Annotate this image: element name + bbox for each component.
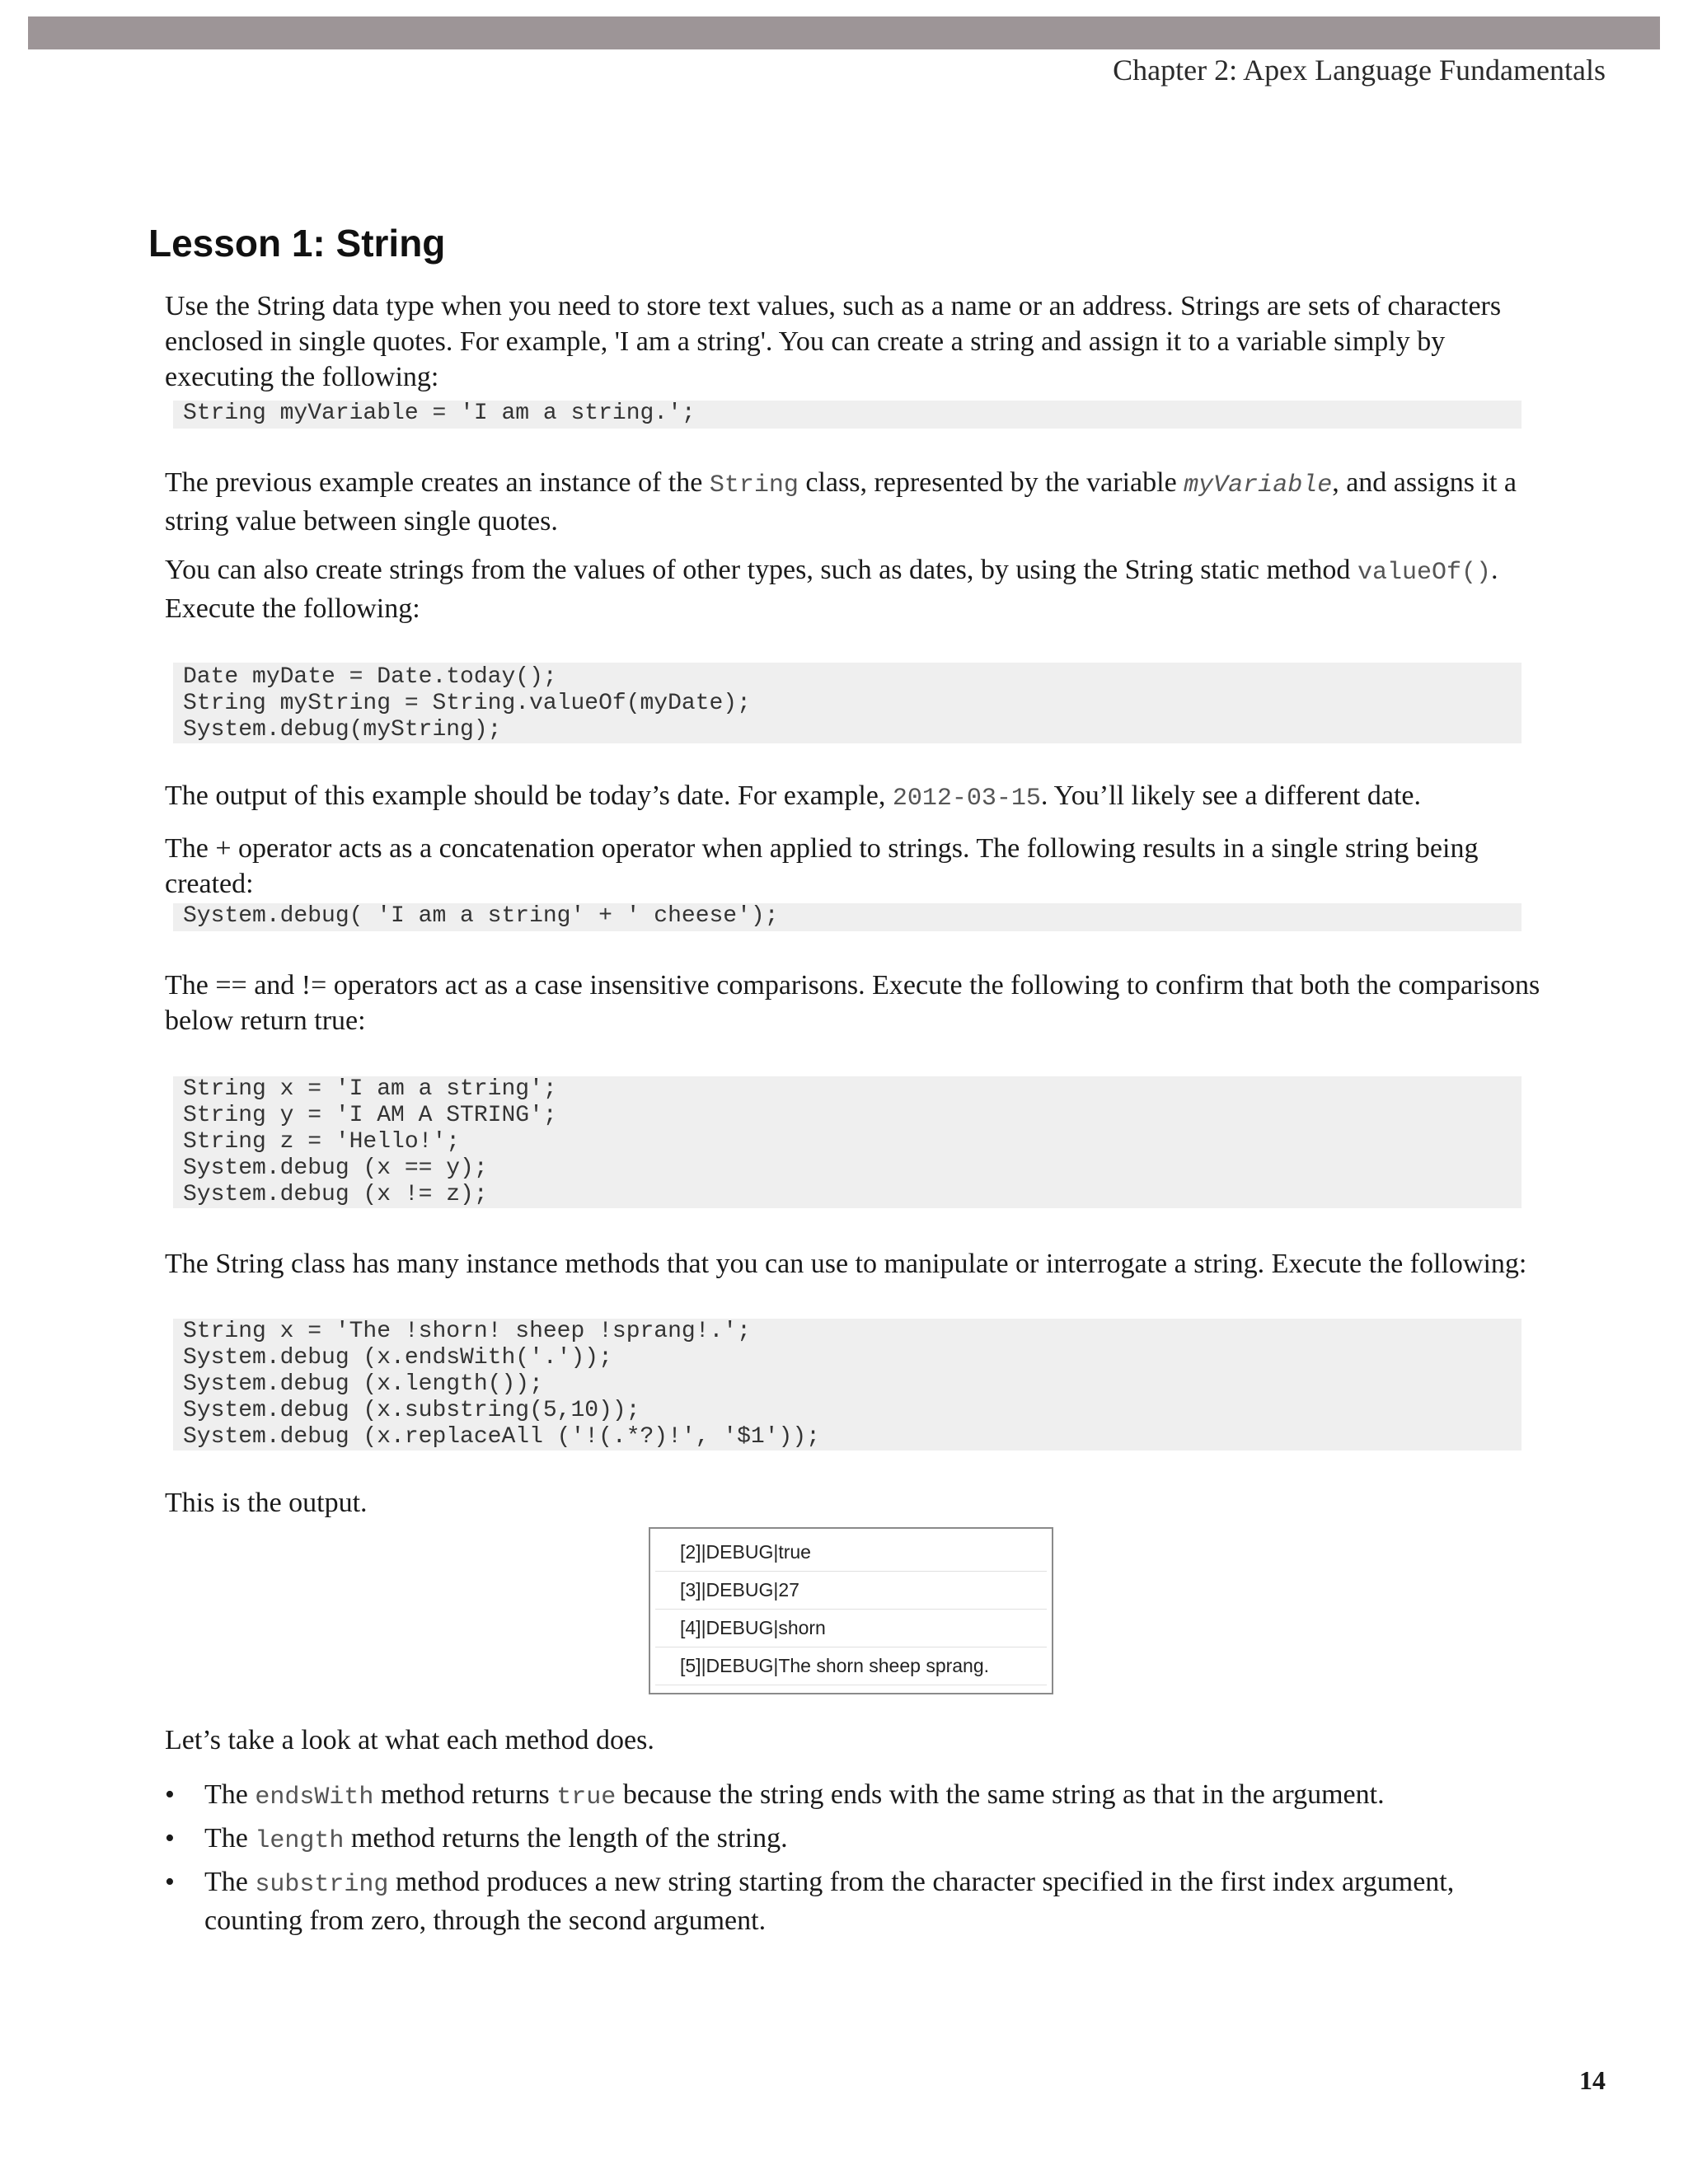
inline-code: myVariable (1184, 471, 1333, 499)
method-list (165, 1777, 1543, 1943)
bullet-icon: • (165, 1779, 175, 1810)
code-line: String myVariable = 'I am a string.'; (183, 401, 696, 426)
debug-row: [2]|DEBUG|true (655, 1534, 1047, 1572)
text: . Execute the following: (165, 555, 1498, 624)
text: method returns the length of the string. (344, 1823, 788, 1854)
inline-code: substring (255, 1871, 389, 1899)
inline-code: String (709, 471, 799, 499)
paragraph-7 (165, 1246, 1543, 1282)
text: . You’ll likely see a different date. (1040, 780, 1421, 811)
inline-code: 2012-03-15 (892, 785, 1041, 813)
code-block-1 (173, 401, 1522, 429)
bullet-icon: • (165, 1867, 175, 1897)
paragraph-text: The String class has many instance methods that you can use to manipulate or interrogate a string. Execute the following: (165, 1249, 1527, 1279)
text: The (204, 1823, 256, 1854)
inline-code: endsWith (255, 1783, 374, 1811)
text: You can also create strings from the values of other types, such as dates, by using the String static method (165, 555, 1357, 585)
list-item (165, 1821, 1543, 1859)
lesson-title: Lesson 1: String (148, 222, 446, 265)
code-block-2 (173, 663, 1522, 743)
intro-paragraph (165, 288, 1543, 395)
text: method returns (373, 1779, 557, 1810)
code-line: Date myDate = Date.today(); (183, 664, 557, 690)
debug-output-screenshot (649, 1527, 1053, 1694)
code-line: System.debug (x.replaceAll ('!(.*?)!', '$1')); (183, 1424, 820, 1450)
code-line: System.debug (x.substring(5,10)); (183, 1398, 640, 1423)
paragraph-text: The == and != operators act as a case insensitive comparisons. Execute the following to confirm that both the comparisons below return true: (165, 970, 1540, 1036)
code-block-4 (173, 1076, 1522, 1208)
paragraph-3 (165, 552, 1543, 626)
bullet-icon: • (165, 1823, 175, 1854)
code-line: String z = 'Hello!'; (183, 1129, 461, 1155)
paragraph-5 (165, 831, 1543, 902)
text: The output of this example should be today’s date. For example, (165, 780, 893, 811)
code-block-5 (173, 1319, 1522, 1451)
code-line: System.debug (x.endsWith('.')); (183, 1345, 612, 1371)
text: because the string ends with the same string as that in the argument. (616, 1779, 1385, 1810)
code-block-3 (173, 903, 1522, 931)
paragraph-text: This is the output. (165, 1488, 368, 1518)
list-item (165, 1864, 1543, 1938)
code-line: System.debug (x == y); (183, 1155, 488, 1181)
text: The (204, 1779, 256, 1810)
inline-code: length (255, 1827, 345, 1855)
chapter-title: Chapter 2: Apex Language Fundamentals (1113, 54, 1606, 87)
code-line: String y = 'I AM A STRING'; (183, 1103, 557, 1128)
code-line: System.debug (x != z); (183, 1182, 488, 1207)
code-line: System.debug(myString); (183, 717, 502, 743)
paragraph-4 (165, 778, 1543, 817)
inline-code: valueOf() (1357, 559, 1491, 587)
code-line: String myString = String.valueOf(myDate); (183, 691, 751, 716)
text: method produces a new string starting from the character specified in the first index argument, counting from zero, through the second argument. (204, 1867, 1455, 1936)
code-line: System.debug (x.length()); (183, 1371, 543, 1397)
paragraph-text: Let’s take a look at what each method does. (165, 1725, 654, 1755)
text: The (204, 1867, 256, 1897)
paragraph-text: The + operator acts as a concatenation operator when applied to strings. The following results in a single string being created: (165, 833, 1479, 899)
code-line: System.debug( 'I am a string' + ' cheese'); (183, 903, 779, 929)
paragraph-8 (165, 1485, 1543, 1521)
paragraph-text: Use the String data type when you need to store text values, such as a name or an address. Strings are sets of characters enclosed in single quotes. For example, 'I am a string'. You can create a string and assign it to a variable simply by executing the following: (165, 291, 1502, 392)
debug-row: [3]|DEBUG|27 (655, 1572, 1047, 1610)
list-item (165, 1777, 1543, 1816)
code-line: String x = 'I am a string'; (183, 1076, 557, 1102)
code-line: String x = 'The !shorn! sheep !sprang!.'; (183, 1319, 751, 1344)
debug-row: [4]|DEBUG|shorn (655, 1610, 1047, 1647)
paragraph-2 (165, 465, 1543, 539)
text: The previous example creates an instance of the (165, 467, 710, 498)
text: class, represented by the variable (798, 467, 1184, 498)
text: , and assigns it a string value between single quotes. (165, 467, 1517, 537)
debug-row: [5]|DEBUG|The shorn sheep sprang. (655, 1647, 1047, 1685)
page-number: 14 (1579, 2065, 1606, 2095)
paragraph-9 (165, 1722, 1543, 1758)
paragraph-6 (165, 968, 1543, 1038)
inline-code: true (556, 1783, 617, 1811)
header-bar (28, 16, 1660, 49)
